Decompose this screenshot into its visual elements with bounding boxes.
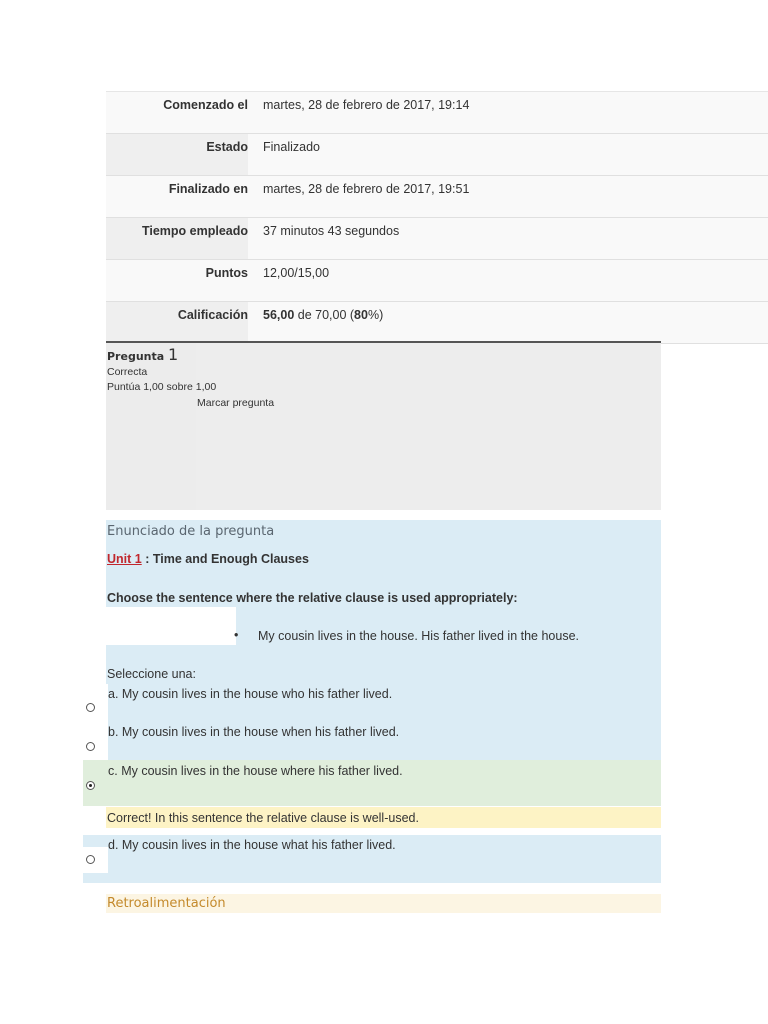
radio-area: [83, 722, 108, 760]
summary-label: Comenzado el: [163, 98, 248, 112]
bullet-dot: •: [234, 628, 239, 642]
summary-label: Puntos: [205, 266, 248, 280]
summary-value: [248, 302, 768, 343]
summary-label: Estado: [206, 140, 248, 154]
blank-area: [106, 607, 239, 645]
answer-option-c[interactable]: [83, 760, 661, 806]
summary-row-finished: [106, 176, 768, 218]
summary-label: Calificación: [177, 308, 248, 322]
answer-label-b: b. My cousin lives in the house when his father lived.: [108, 725, 400, 739]
flag-question-link[interactable]: Marcar pregunta: [197, 397, 275, 409]
question-title: [107, 345, 178, 364]
attempt-summary-table: [106, 91, 768, 344]
summary-label: Tiempo empleado: [141, 224, 248, 238]
question-grade: Puntúa 1,00 sobre 1,00: [107, 381, 217, 393]
summary-value: martes, 28 de febrero de 2017, 19:14: [248, 92, 768, 133]
summary-label: Finalizado en: [168, 182, 248, 196]
select-one-prompt: Seleccione una:: [107, 667, 196, 681]
grade-percent: 80: [354, 308, 368, 322]
summary-row-state: [106, 134, 768, 176]
unit-title: : Time and Enough Clauses: [141, 552, 309, 566]
example-sentence: My cousin lives in the house. His father lived in the house.: [258, 629, 580, 643]
question-info-panel: [106, 341, 661, 510]
answer-label-c: c. My cousin lives in the house where his father lived.: [108, 764, 403, 778]
option-feedback: Correct! In this sentence the relative clause is well-used.: [106, 807, 661, 828]
summary-value: 12,00/15,00: [248, 260, 768, 301]
question-number: 1: [168, 345, 179, 364]
grade-end: %): [367, 308, 384, 322]
summary-value: Finalizado: [248, 134, 768, 175]
summary-value: martes, 28 de febrero de 2017, 19:51: [248, 176, 768, 217]
radio-button-a[interactable]: [86, 703, 95, 712]
question-title-word: Pregunta: [107, 350, 165, 363]
grade-mid: de 70,00 (: [294, 308, 355, 322]
radio-button-d[interactable]: [86, 855, 95, 864]
question-state: Correcta: [107, 366, 148, 378]
summary-row-started: [106, 92, 768, 134]
summary-row-marks: [106, 260, 768, 302]
answer-label-a: a. My cousin lives in the house who his father lived.: [108, 687, 393, 701]
answer-option-b[interactable]: [83, 722, 661, 760]
radio-button-c[interactable]: [86, 781, 95, 790]
summary-value: 37 minutos 43 segundos: [248, 218, 768, 259]
radio-button-b[interactable]: [86, 742, 95, 751]
summary-row-time-taken: [106, 218, 768, 260]
feedback-heading: Retroalimentación: [106, 894, 661, 913]
answer-label-d: d. My cousin lives in the house what his father lived.: [108, 838, 396, 852]
summary-row-grade: [106, 302, 768, 344]
answer-option-d[interactable]: [83, 835, 661, 883]
answer-option-a[interactable]: [83, 684, 661, 722]
question-instruction: Choose the sentence where the relative clause is used appropriately:: [107, 591, 518, 605]
grade-score: 56,00: [263, 308, 295, 322]
unit-heading: [107, 552, 309, 566]
question-text-heading: Enunciado de la pregunta: [107, 524, 275, 539]
unit-link[interactable]: Unit 1: [107, 552, 142, 566]
